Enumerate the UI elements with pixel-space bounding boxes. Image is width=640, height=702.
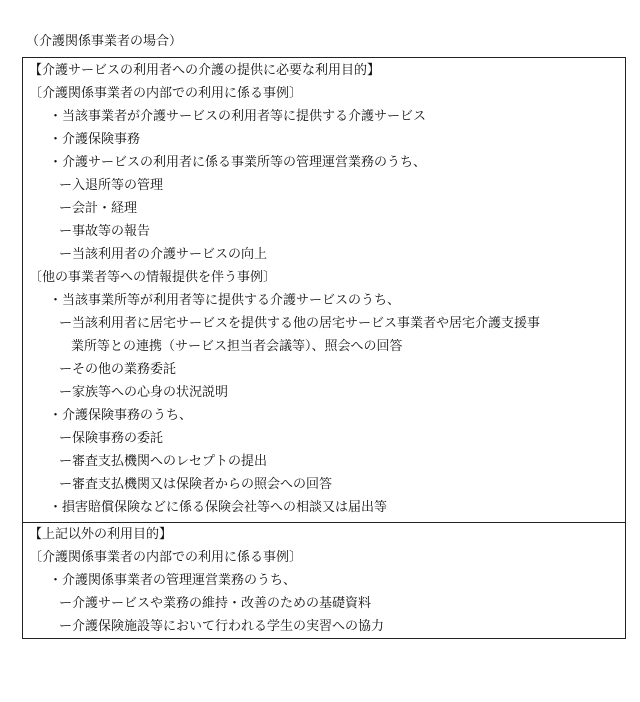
list-subitem: ー審査支払機関又は保険者からの照会への回答: [59, 477, 333, 492]
list-item: ・損害賠償保険などに係る保険会社等への相談又は届出等: [49, 500, 388, 515]
list-subitem: ー当該利用者に居宅サービスを提供する他の居宅サービス事業者や居宅介護支援事: [59, 316, 541, 331]
list-item: ・介護関係事業者の管理運営業務のうち、: [49, 573, 297, 588]
list-item: ・介護サービスの利用者に係る事業所等の管理運営業務のうち、: [49, 155, 427, 170]
list-subitem: ー当該利用者の介護サービスの向上: [59, 247, 268, 262]
list-subitem: ー入退所等の管理: [59, 178, 164, 193]
subsection-heading: 〔他の事業者等への情報提供を伴う事例〕: [29, 270, 277, 285]
list-subitem: ー事故等の報告: [59, 224, 151, 239]
section-other-purposes: [23, 522, 625, 638]
list-subitem: ー審査支払機関へのレセプトの提出: [59, 454, 268, 469]
list-item: ・介護保険事務のうち、: [49, 408, 193, 423]
list-item: ・当該事業所等が利用者等に提供する介護サービスのうち、: [49, 293, 401, 308]
purpose-table: [22, 57, 626, 639]
list-subitem: ー家族等への心身の状況説明: [59, 385, 229, 400]
section-heading: 【介護サービスの利用者への介護の提供に必要な利用目的】: [29, 63, 381, 78]
list-subitem: ー介護保険施設等において行われる学生の実習への協力: [59, 619, 385, 634]
subsection-heading: 〔介護関係事業者の内部での利用に係る事例〕: [29, 550, 303, 565]
section-care-provision: [23, 58, 625, 523]
list-subitem: ー介護サービスや業務の維持・改善のための基礎資料: [59, 596, 372, 611]
list-item: ・当該事業者が介護サービスの利用者等に提供する介護サービス: [49, 109, 427, 124]
list-subitem: ー保険事務の委託: [59, 431, 164, 446]
list-subitem-continuation: 業所等との連携（サービス担当者会議等）、照会への回答: [71, 339, 403, 354]
list-item: ・介護保険事務: [49, 132, 141, 147]
list-subitem: ーその他の業務委託: [59, 362, 177, 377]
subsection-heading: 〔介護関係事業者の内部での利用に係る事例〕: [29, 86, 303, 101]
section-heading: 【上記以外の利用目的】: [29, 527, 173, 542]
table-caption: （介護関係事業者の場合）: [26, 34, 183, 49]
list-subitem: ー会計・経理: [59, 201, 138, 216]
